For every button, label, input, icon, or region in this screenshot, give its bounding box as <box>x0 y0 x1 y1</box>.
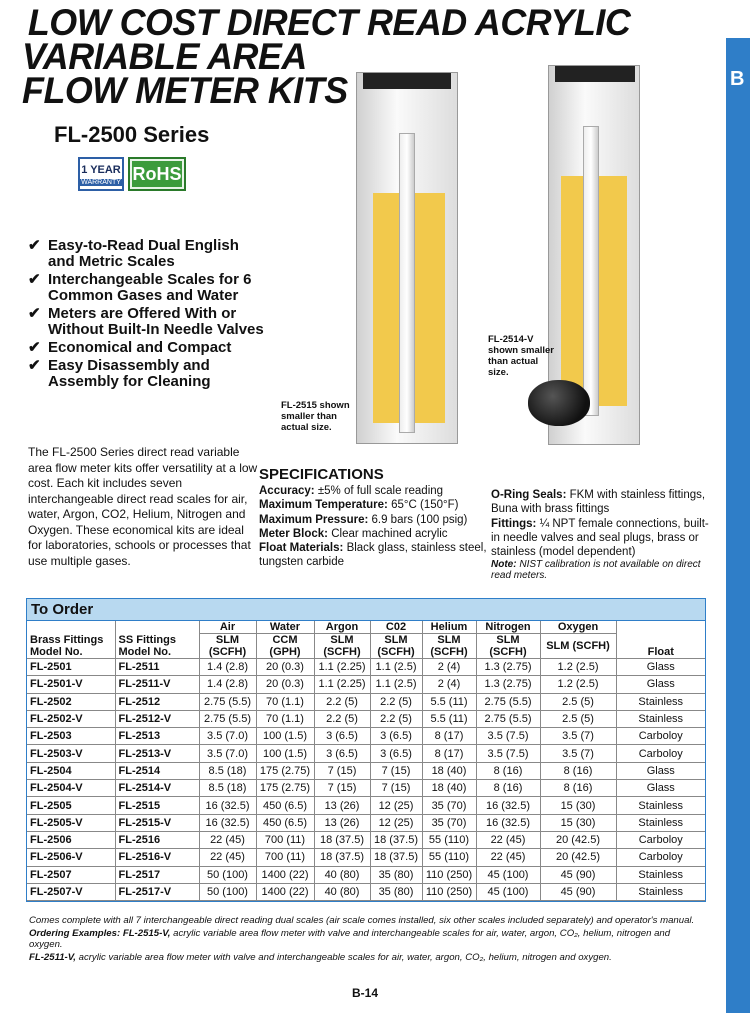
table-cell: Stainless <box>616 710 705 727</box>
table-row <box>27 831 705 848</box>
title-line-1: LOW COST DIRECT READ ACRYLIC <box>27 2 631 43</box>
table-row <box>27 762 705 779</box>
model-number-cell: FL-2503-V <box>27 745 115 762</box>
model-number-cell: FL-2507-V <box>27 883 115 900</box>
feature-item <box>28 238 268 270</box>
table-cell: 8.5 (18) <box>199 762 256 779</box>
table-cell: 110 (250) <box>422 866 476 883</box>
table-cell: 2.5 (5) <box>540 693 616 710</box>
model-number-cell: FL-2503 <box>27 728 115 745</box>
table-cell: Glass <box>616 659 705 676</box>
table-cell: 35 (80) <box>370 866 422 883</box>
intro-paragraph: The FL-2500 Series direct read variable area flow meter kits offer versatility at a low cost. Each kit includes seven interchangeable direct read scales for air, water, Argon, CO2, Helium, Nitrogen and Oxygen. These economical kits are ideal for laboratories, schools or processes that use multiple gases. <box>28 445 258 568</box>
table-cell: Stainless <box>616 883 705 900</box>
spec-value: Black glass, stainless steel, tungsten carbide <box>259 542 487 569</box>
table-cell: 3.5 (7.0) <box>199 728 256 745</box>
table-cell: 2.2 (5) <box>370 710 422 727</box>
table-cell: 70 (1.1) <box>256 710 314 727</box>
table-cell: 16 (32.5) <box>476 814 540 831</box>
page-number: B-14 <box>352 986 379 1000</box>
gas-header: Air <box>199 621 256 634</box>
model-number-cell: FL-2506-V <box>27 849 115 866</box>
table-cell: 2.2 (5) <box>314 710 370 727</box>
model-number-cell: FL-2505 <box>27 797 115 814</box>
table-cell: Stainless <box>616 814 705 831</box>
spec-label: Float Materials: <box>259 542 344 555</box>
flow-meter-left-image <box>356 72 458 444</box>
table-cell: 35 (80) <box>370 883 422 900</box>
table-cell: 2.75 (5.5) <box>476 710 540 727</box>
table-cell: 1.2 (2.5) <box>540 659 616 676</box>
table-cell: 50 (100) <box>199 866 256 883</box>
model-number-cell: FL-2513 <box>115 728 199 745</box>
table-cell: 3.5 (7.5) <box>476 728 540 745</box>
table-cell: 40 (80) <box>314 883 370 900</box>
check-icon: ✔ <box>28 271 41 288</box>
table-cell: 8 (16) <box>540 780 616 797</box>
title-line-2: VARIABLE AREA <box>22 36 307 77</box>
gas-header-row <box>27 621 705 634</box>
table-cell: 13 (26) <box>314 797 370 814</box>
table-row <box>27 814 705 831</box>
gas-header: Water <box>256 621 314 634</box>
needle-valve-knob-icon <box>528 380 590 426</box>
table-cell: 35 (70) <box>422 814 476 831</box>
table-cell: 2.75 (5.5) <box>199 693 256 710</box>
table-row <box>27 780 705 797</box>
table-cell: 2 (4) <box>422 676 476 693</box>
table-cell: 3.5 (7) <box>540 728 616 745</box>
table-row <box>27 866 705 883</box>
model-number-cell: FL-2514-V <box>115 780 199 797</box>
model-number-cell: FL-2507 <box>27 866 115 883</box>
example-label: FL-2511-V, <box>29 951 76 963</box>
order-heading: To Order <box>27 599 705 621</box>
table-cell: Stainless <box>616 866 705 883</box>
spec-label: Accuracy: <box>259 485 315 497</box>
feature-text: Meters are Offered With or Without Built-In Needle Valves <box>48 305 264 338</box>
feature-text: Easy Disassembly and Assembly for Cleaning <box>48 357 211 390</box>
table-row <box>27 676 705 693</box>
unit-header: SLM (SCFH) <box>540 634 616 659</box>
table-cell: 3.5 (7.5) <box>476 745 540 762</box>
spec-label: Fittings: <box>491 517 537 530</box>
footnotes <box>29 915 705 964</box>
ordering-text: acrylic variable area flow meter with valve and interchangeable scales for air, water, argon, CO₂, helium, nitrogen and oxygen. <box>29 927 671 950</box>
feature-text: Easy-to-Read Dual English and Metric Scales <box>48 237 239 270</box>
footnote-contents: Comes complete with all 7 interchangeable direct reading dual scales (air scale comes installed, six other scales included separately) and operator's manual. <box>29 915 695 926</box>
table-cell: 450 (6.5) <box>256 797 314 814</box>
table-cell: 5.5 (11) <box>422 693 476 710</box>
ss-model-header: SS Fittings Model No. <box>115 634 199 659</box>
table-cell: 2.5 (5) <box>540 710 616 727</box>
table-row <box>27 659 705 676</box>
feature-text: Interchangeable Scales for 6 Common Gases and Water <box>48 271 252 304</box>
footnote-ordering <box>29 928 705 951</box>
page-title <box>22 2 631 111</box>
table-cell: 20 (42.5) <box>540 831 616 848</box>
model-number-cell: FL-2512-V <box>115 710 199 727</box>
table-cell: 8 (17) <box>422 728 476 745</box>
order-table-box <box>26 598 706 902</box>
table-cell: 1.4 (2.8) <box>199 676 256 693</box>
table-cell: 8 (17) <box>422 745 476 762</box>
model-number-cell: FL-2501-V <box>27 676 115 693</box>
example-text: acrylic variable area flow meter with valve and interchangeable scales for air, water, argon, CO₂, helium, nitrogen and oxygen. <box>78 951 612 963</box>
model-number-cell: FL-2516-V <box>115 849 199 866</box>
model-number-cell: FL-2511 <box>115 659 199 676</box>
model-number-cell: FL-2515-V <box>115 814 199 831</box>
table-cell: 35 (70) <box>422 797 476 814</box>
table-cell: 18 (37.5) <box>314 831 370 848</box>
section-letter: B <box>730 68 745 90</box>
spec-value: ±5% of full scale reading <box>317 485 444 497</box>
table-cell: 2.75 (5.5) <box>476 693 540 710</box>
table-cell: 3 (6.5) <box>314 745 370 762</box>
table-cell: Carboloy <box>616 831 705 848</box>
unit-header: SLM (SCFH) <box>422 634 476 659</box>
ordering-label: Ordering Examples: FL-2515-V, <box>29 927 171 939</box>
table-row <box>27 693 705 710</box>
table-cell: 16 (32.5) <box>199 814 256 831</box>
brass-model-header: Brass Fittings Model No. <box>27 634 115 659</box>
model-number-cell: FL-2501 <box>27 659 115 676</box>
unit-header: SLM (SCFH) <box>199 634 256 659</box>
series-name: FL-2500 Series <box>54 122 210 147</box>
table-row <box>27 728 705 745</box>
table-cell: 22 (45) <box>476 831 540 848</box>
gas-header: Argon <box>314 621 370 634</box>
table-cell: 18 (37.5) <box>314 849 370 866</box>
table-cell: 1.1 (2.25) <box>314 676 370 693</box>
unit-header-row <box>27 634 705 659</box>
model-number-cell: FL-2504-V <box>27 780 115 797</box>
table-cell: 3 (6.5) <box>370 728 422 745</box>
table-cell: 110 (250) <box>422 883 476 900</box>
table-cell: 7 (15) <box>370 780 422 797</box>
table-cell: 2.75 (5.5) <box>199 710 256 727</box>
feature-item <box>28 340 268 356</box>
table-cell: 700 (11) <box>256 831 314 848</box>
unit-header: SLM (SCFH) <box>314 634 370 659</box>
table-cell: 175 (2.75) <box>256 762 314 779</box>
table-cell: 5.5 (11) <box>422 710 476 727</box>
gas-header: Helium <box>422 621 476 634</box>
model-number-cell: FL-2514 <box>115 762 199 779</box>
spec-value: FKM with stainless fittings, Buna with brass fittings <box>491 489 706 516</box>
table-cell: 18 (37.5) <box>370 831 422 848</box>
feature-item <box>28 306 268 338</box>
table-cell: 45 (100) <box>476 883 540 900</box>
spec-label: Maximum Pressure: <box>259 513 369 526</box>
table-cell: 100 (1.5) <box>256 745 314 762</box>
model-number-cell: FL-2511-V <box>115 676 199 693</box>
section-tab <box>726 38 750 1013</box>
badges <box>78 157 186 191</box>
table-cell: Glass <box>616 762 705 779</box>
table-row <box>27 849 705 866</box>
table-cell: 1.2 (2.5) <box>540 676 616 693</box>
gas-header: Nitrogen <box>476 621 540 634</box>
unit-header: SLM (SCFH) <box>476 634 540 659</box>
specifications-right <box>491 488 716 581</box>
feature-item <box>28 272 268 304</box>
table-cell: 12 (25) <box>370 814 422 831</box>
spec-label: Maximum Temperature: <box>259 499 388 512</box>
table-cell: 12 (25) <box>370 797 422 814</box>
gas-header: C02 <box>370 621 422 634</box>
table-cell: 8 (16) <box>476 762 540 779</box>
feature-item <box>28 358 268 390</box>
check-icon: ✔ <box>28 305 41 322</box>
note-label: Note: <box>491 559 517 571</box>
table-cell: 1.1 (2.25) <box>314 659 370 676</box>
table-cell: 100 (1.5) <box>256 728 314 745</box>
order-table <box>27 621 705 901</box>
warranty-badge-icon <box>78 157 124 191</box>
table-cell: 15 (30) <box>540 814 616 831</box>
table-cell: 7 (15) <box>370 762 422 779</box>
table-cell: 1400 (22) <box>256 883 314 900</box>
spec-label: Meter Block: <box>259 527 329 540</box>
spec-label: O-Ring Seals: <box>491 489 567 501</box>
table-cell: 13 (26) <box>314 814 370 831</box>
table-cell: Glass <box>616 676 705 693</box>
table-cell: 18 (40) <box>422 780 476 797</box>
table-cell: 22 (45) <box>199 849 256 866</box>
table-cell: 2.2 (5) <box>370 693 422 710</box>
table-row <box>27 797 705 814</box>
table-cell: 45 (90) <box>540 883 616 900</box>
table-cell: Carboloy <box>616 728 705 745</box>
feature-text: Economical and Compact <box>48 339 232 356</box>
table-cell: 450 (6.5) <box>256 814 314 831</box>
table-cell: 2 (4) <box>422 659 476 676</box>
model-number-cell: FL-2513-V <box>115 745 199 762</box>
table-cell: 8 (16) <box>476 780 540 797</box>
table-row <box>27 710 705 727</box>
table-cell: 15 (30) <box>540 797 616 814</box>
table-cell: 2.2 (5) <box>314 693 370 710</box>
table-cell: 3 (6.5) <box>370 745 422 762</box>
table-cell: 7 (15) <box>314 762 370 779</box>
model-number-cell: FL-2516 <box>115 831 199 848</box>
table-cell: 20 (0.3) <box>256 676 314 693</box>
model-number-cell: FL-2505-V <box>27 814 115 831</box>
table-cell: 1.1 (2.5) <box>370 659 422 676</box>
model-number-cell: FL-2504 <box>27 762 115 779</box>
table-cell: 7 (15) <box>314 780 370 797</box>
table-cell: 3.5 (7) <box>540 745 616 762</box>
table-cell: 1.3 (2.75) <box>476 676 540 693</box>
gas-header: Oxygen <box>540 621 616 634</box>
table-cell: 70 (1.1) <box>256 693 314 710</box>
table-cell: 55 (110) <box>422 831 476 848</box>
table-cell: Stainless <box>616 797 705 814</box>
note-text: NIST calibration is not available on direct read meters. <box>491 559 701 582</box>
table-cell: Stainless <box>616 693 705 710</box>
table-row <box>27 883 705 900</box>
table-cell: 1.3 (2.75) <box>476 659 540 676</box>
check-icon: ✔ <box>28 357 41 374</box>
model-number-cell: FL-2517 <box>115 866 199 883</box>
table-cell: 16 (32.5) <box>476 797 540 814</box>
unit-header: CCM (GPH) <box>256 634 314 659</box>
float-header: Float <box>616 634 705 659</box>
table-cell: 50 (100) <box>199 883 256 900</box>
check-icon: ✔ <box>28 339 41 356</box>
table-cell: 8.5 (18) <box>199 780 256 797</box>
table-cell: 20 (0.3) <box>256 659 314 676</box>
table-cell: Glass <box>616 780 705 797</box>
table-cell: 1400 (22) <box>256 866 314 883</box>
model-number-cell: FL-2502-V <box>27 710 115 727</box>
table-cell: Carboloy <box>616 745 705 762</box>
table-cell: 45 (100) <box>476 866 540 883</box>
spec-value: Clear machined acrylic <box>331 527 448 540</box>
table-cell: 8 (16) <box>540 762 616 779</box>
table-cell: 20 (42.5) <box>540 849 616 866</box>
table-cell: 1.4 (2.8) <box>199 659 256 676</box>
table-cell: 45 (90) <box>540 866 616 883</box>
warranty-word: WARRANTY <box>81 179 121 186</box>
table-cell: 22 (45) <box>199 831 256 848</box>
table-cell: 700 (11) <box>256 849 314 866</box>
specifications-heading: SPECIFICATIONS <box>259 466 384 483</box>
title-line-3: FLOW METER KITS <box>22 70 348 111</box>
table-cell: 3 (6.5) <box>314 728 370 745</box>
model-number-cell: FL-2515 <box>115 797 199 814</box>
warranty-year: 1 YEAR <box>81 164 121 176</box>
table-cell: 1.1 (2.5) <box>370 676 422 693</box>
specifications-left <box>259 484 489 570</box>
table-cell: Carboloy <box>616 849 705 866</box>
table-row <box>27 745 705 762</box>
left-meter-caption: FL-2515 shown smaller than actual size. <box>281 400 350 433</box>
table-cell: 3.5 (7.0) <box>199 745 256 762</box>
spec-value: 6.9 bars (100 psig) <box>371 513 468 526</box>
model-number-cell: FL-2502 <box>27 693 115 710</box>
model-number-cell: FL-2517-V <box>115 883 199 900</box>
table-cell: 175 (2.75) <box>256 780 314 797</box>
spec-value: ¼ NPT female connections, built-in needle valves and seal plugs, brass or stainless (model dependent) <box>491 517 709 559</box>
table-cell: 18 (40) <box>422 762 476 779</box>
table-cell: 16 (32.5) <box>199 797 256 814</box>
rohs-badge-icon: RoHS <box>128 157 186 191</box>
right-meter-caption: FL-2514-V shown smaller than actual size. <box>488 334 554 378</box>
feature-list <box>28 238 268 392</box>
unit-header: SLM (SCFH) <box>370 634 422 659</box>
table-cell: 55 (110) <box>422 849 476 866</box>
table-cell: 22 (45) <box>476 849 540 866</box>
model-number-cell: FL-2512 <box>115 693 199 710</box>
table-cell: 40 (80) <box>314 866 370 883</box>
model-number-cell: FL-2506 <box>27 831 115 848</box>
footnote-example <box>29 952 705 964</box>
check-icon: ✔ <box>28 237 41 254</box>
spec-value: 65°C (150°F) <box>391 499 459 512</box>
table-cell: 18 (37.5) <box>370 849 422 866</box>
